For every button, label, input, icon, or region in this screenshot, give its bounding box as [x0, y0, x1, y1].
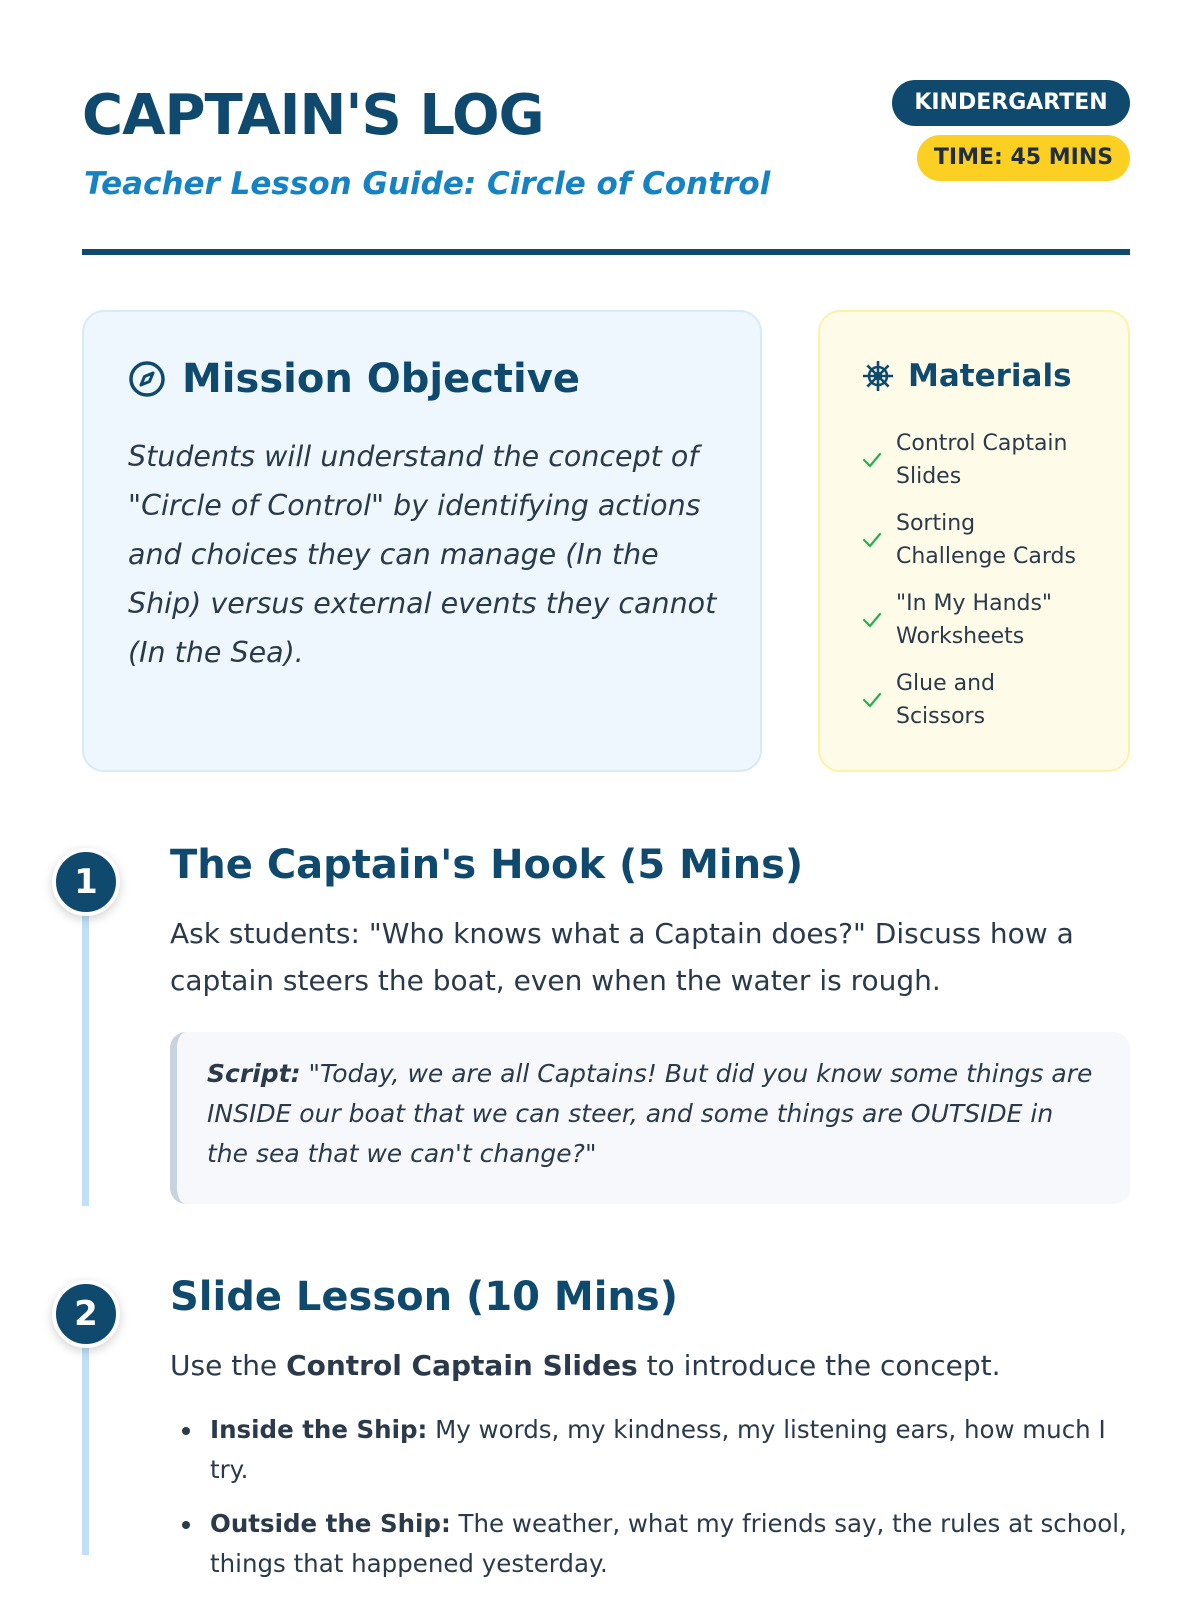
- script-text: "Today, we are all Captains! But did you know some things are INSIDE our boat that we can steer, and some things are OUTSIDE in the sea that we can't change?": [207, 1059, 1093, 1168]
- bullet-item: [170, 1410, 1130, 1490]
- materials-card: [818, 310, 1130, 772]
- step-title: The Captain's Hook (5 Mins): [170, 842, 804, 888]
- step-text-pre: Use the: [170, 1349, 287, 1382]
- ship-wheel-icon: [862, 360, 894, 392]
- materials-item: [862, 420, 1112, 500]
- mission-description: Students will understand the concept of "Circle of Control" by identifying actions and choices they can manage (In the Ship) versus external events they cannot (In the Sea).: [128, 440, 717, 669]
- check-icon: [862, 610, 882, 630]
- materials-item-label: Glue and Scissors: [896, 671, 996, 729]
- step-description: Ask students: "Who knows what a Captain does?" Discuss how a captain steers the boat, even when the water is rough.: [170, 917, 1074, 997]
- step-description: [170, 1342, 1090, 1389]
- bullet-item: [170, 1504, 1130, 1584]
- materials-item: [862, 660, 1112, 740]
- mission-header: [128, 356, 580, 402]
- materials-header: [862, 358, 1072, 394]
- materials-item-label: Control Captain Slides: [896, 431, 1068, 489]
- materials-item: [862, 580, 1112, 660]
- grade-badge: KINDERGARTEN: [892, 80, 1130, 126]
- materials-item: [862, 500, 1112, 580]
- mission-title: Mission Objective: [182, 356, 580, 402]
- timeline-line: [82, 1312, 89, 1555]
- timeline-line: [82, 880, 89, 1206]
- step-bullet-list: [170, 1410, 1130, 1598]
- step-number-badge: 2: [52, 1280, 120, 1348]
- page-subtitle: Teacher Lesson Guide: Circle of Control: [84, 166, 771, 202]
- bullet-text: My words, my kindness, my listening ears, how much I try.: [210, 1415, 1106, 1484]
- bullet-label: Outside the Ship:: [210, 1509, 451, 1538]
- bullet-text: The weather, what my friends say, the rules at school, things that happened yesterday.: [210, 1509, 1127, 1578]
- mission-objective-card: [82, 310, 762, 772]
- time-badge: TIME: 45 MINS: [917, 135, 1130, 181]
- materials-list: [862, 420, 1112, 740]
- materials-title: Materials: [908, 358, 1072, 394]
- step-number-badge: 1: [52, 848, 120, 916]
- script-label: Script:: [207, 1059, 301, 1088]
- compass-icon: [128, 360, 166, 398]
- check-icon: [862, 450, 882, 470]
- step-title: Slide Lesson (10 Mins): [170, 1274, 678, 1320]
- script-callout: [170, 1032, 1130, 1204]
- check-icon: [862, 530, 882, 550]
- materials-item-label: "In My Hands" Worksheets: [896, 591, 1053, 649]
- check-icon: [862, 690, 882, 710]
- page-title: CAPTAIN'S LOG: [82, 83, 544, 148]
- bullet-label: Inside the Ship:: [210, 1415, 428, 1444]
- step-text-post: to introduce the concept.: [637, 1349, 1001, 1382]
- header-divider: [82, 249, 1130, 255]
- materials-item-label: Sorting Challenge Cards: [896, 511, 1076, 569]
- step-text-bold: Control Captain Slides: [286, 1349, 638, 1382]
